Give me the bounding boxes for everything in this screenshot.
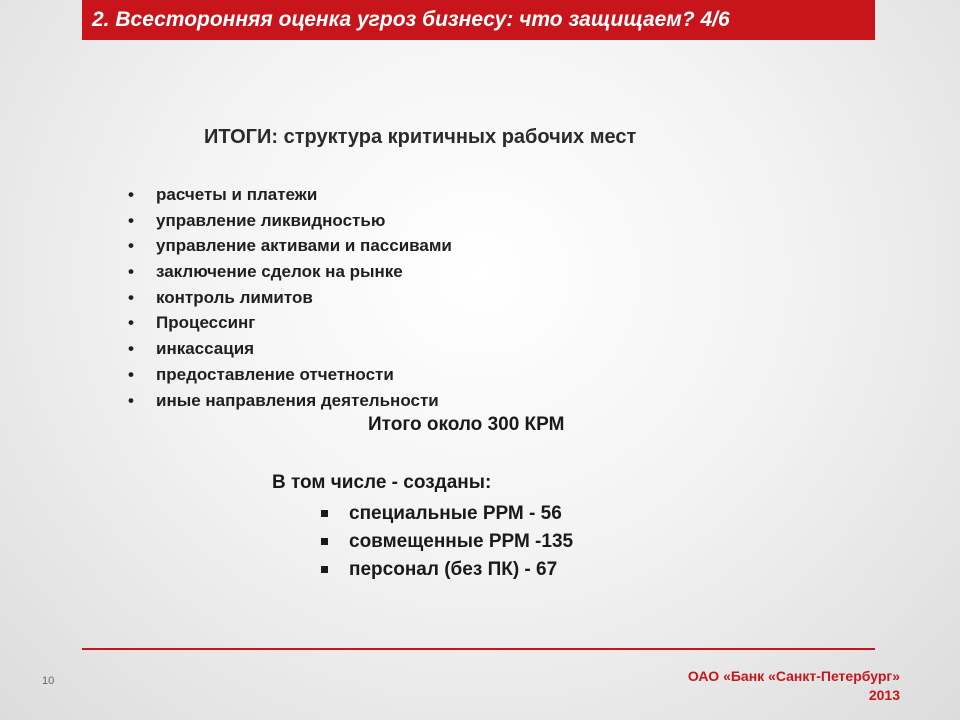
square-bullet-icon bbox=[321, 510, 328, 517]
list-item: совмещенные РРМ -135 bbox=[320, 528, 573, 556]
created-sub-list bbox=[320, 500, 573, 584]
footer-company bbox=[688, 667, 900, 705]
bullet-icon: • bbox=[128, 339, 134, 359]
footer-year: 2013 bbox=[868, 687, 900, 703]
section-heading: ИТОГИ: структура критичных рабочих мест bbox=[204, 126, 637, 148]
list-item: • инкассация bbox=[128, 336, 452, 362]
list-item: • управление ликвидностью bbox=[128, 208, 452, 234]
footer-divider bbox=[82, 648, 875, 650]
bullet-icon: • bbox=[128, 313, 134, 333]
list-item: • заключение сделок на рынке bbox=[128, 259, 452, 285]
bullet-icon: • bbox=[128, 287, 134, 307]
bullet-icon: • bbox=[128, 236, 134, 256]
created-subheading: В том числе - созданы: bbox=[272, 472, 492, 493]
bullet-icon: • bbox=[128, 364, 134, 384]
square-bullet-icon bbox=[321, 538, 328, 545]
list-item: • контроль лимитов bbox=[128, 285, 452, 311]
list-item: персонал (без ПК) - 67 bbox=[320, 556, 573, 584]
bullet-icon: • bbox=[128, 390, 134, 410]
list-item: специальные РРМ - 56 bbox=[320, 500, 573, 528]
list-item: • расчеты и платежи bbox=[128, 182, 452, 208]
square-bullet-icon bbox=[321, 566, 328, 573]
list-item: • Процессинг bbox=[128, 310, 452, 336]
list-item: • иные направления деятельности bbox=[128, 388, 452, 414]
bullet-icon: • bbox=[128, 210, 134, 230]
title-bar bbox=[82, 0, 875, 40]
workplace-bullet-list bbox=[128, 182, 452, 413]
company-name: ОАО «Банк «Санкт-Петербург» bbox=[687, 668, 900, 684]
total-summary: Итого около 300 КРМ bbox=[368, 414, 565, 435]
list-item: • предоставление отчетности bbox=[128, 362, 452, 388]
list-item: • управление активами и пассивами bbox=[128, 233, 452, 259]
bullet-icon: • bbox=[128, 185, 134, 204]
bullet-icon: • bbox=[128, 262, 134, 282]
slide-title: 2. Всесторонняя оценка угроз бизнесу: что защищаем? 4/6 bbox=[92, 8, 730, 31]
page-number: 10 bbox=[42, 675, 55, 687]
